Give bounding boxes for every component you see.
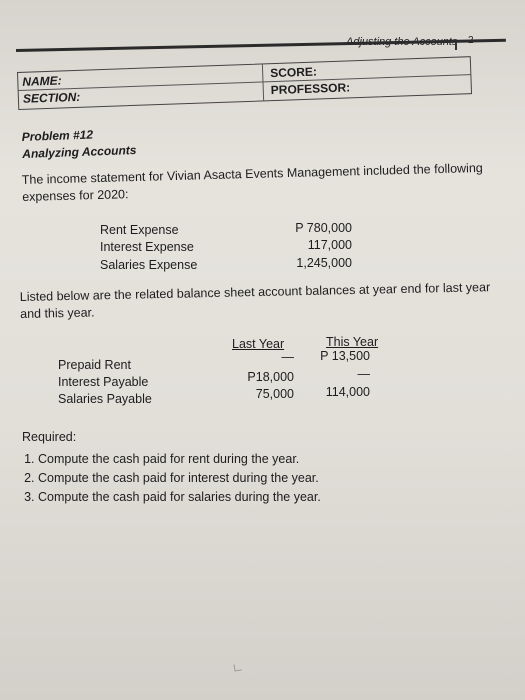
intro-line-1: The income statement for Vivian Asacta Events Management included the following (21, 160, 483, 188)
balance-this-interest-payable: — (357, 367, 370, 381)
balance-this-prepaid-rent: P 13,500 (320, 349, 370, 363)
balance-last-interest-payable: P18,000 (247, 370, 294, 384)
balance-last-salaries-payable: 75,000 (255, 387, 294, 401)
balance-intro-line-1: Listed below are the related balance sheet account balances at year end for last year (19, 280, 491, 305)
expense-value-salaries: 1,245,000 (296, 256, 352, 270)
student-info-box (17, 56, 472, 110)
balance-label-salaries-payable: Salaries Payable (58, 392, 152, 406)
header-this-year: This Year (326, 335, 379, 349)
info-box-split (262, 64, 264, 100)
required-item-3: 3. Compute the cash paid for salaries during the year. (38, 488, 321, 507)
problem-heading (21, 125, 136, 163)
info-box-divider (19, 74, 471, 91)
problem-number: Problem #12 (21, 127, 94, 145)
expense-label-interest: Interest Expense (100, 240, 194, 254)
required-item-1: 1. Compute the cash paid for rent during the year. (38, 450, 321, 469)
expense-label-salaries: Salaries Expense (100, 258, 198, 272)
balance-intro-line-2: and this year. (20, 305, 95, 321)
name-label: NAME: (22, 73, 62, 89)
section-label: SECTION: (22, 89, 81, 106)
professor-label: PROFESSOR: (270, 80, 351, 98)
balance-label-prepaid-rent: Prepaid Rent (58, 358, 131, 372)
header-last-year: Last Year (232, 337, 285, 351)
required-list (22, 450, 321, 507)
required-item-2: 2. Compute the cash paid for interest during the year. (38, 469, 321, 488)
required-label: Required: (22, 430, 77, 444)
intro-paragraph (22, 159, 503, 206)
balance-last-prepaid-rent: — (281, 350, 294, 364)
expense-label-rent: Rent Expense (100, 223, 179, 237)
paper-mark (233, 663, 241, 671)
expense-value-rent: P 780,000 (295, 221, 352, 235)
balance-this-salaries-payable: 114,000 (325, 385, 370, 399)
intro-line-2: expenses for 2020: (22, 187, 129, 204)
problem-title: Analyzing Accounts (22, 143, 137, 161)
balance-intro-paragraph (20, 279, 511, 323)
expense-value-interest: 117,000 (307, 238, 352, 252)
score-label: SCORE: (269, 64, 318, 81)
balance-label-interest-payable: Interest Payable (58, 375, 149, 389)
